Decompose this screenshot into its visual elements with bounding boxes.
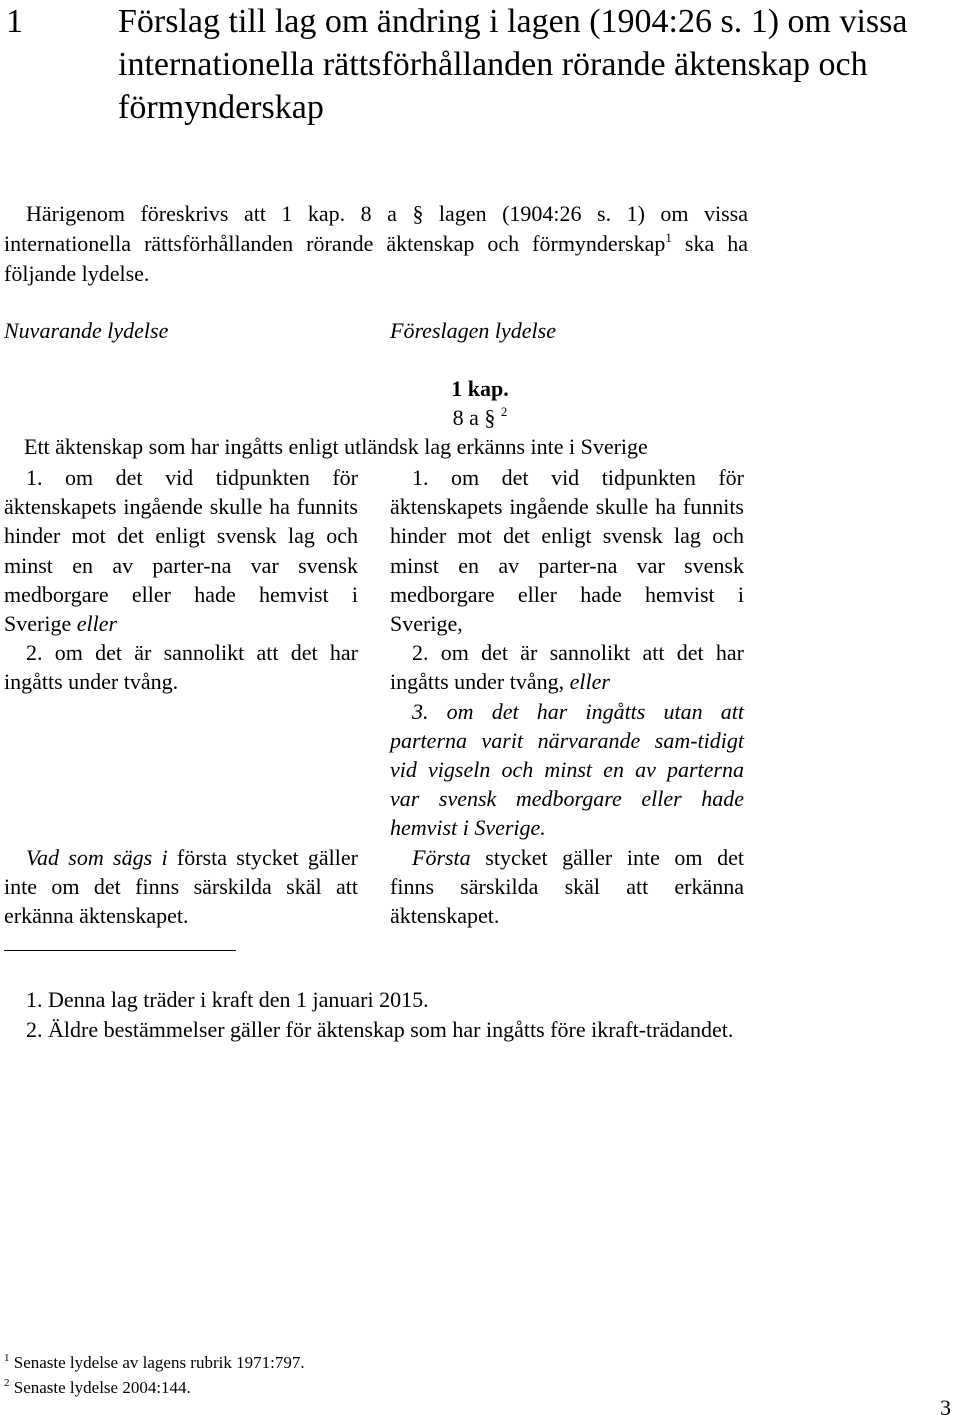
current-item-2: 2. om det är sannolikt att det har ingåtts under tvång. bbox=[4, 640, 358, 695]
transitional-provisions bbox=[4, 985, 748, 1045]
footnotes bbox=[4, 1350, 704, 1400]
current-item-1-italic: eller bbox=[76, 611, 118, 637]
section-label: 8 a bbox=[452, 405, 485, 430]
current-paragraph-2: Vad som sägs i första stycket gäller inte om det finns särskilda skäl att erkänna äktenskapet. bbox=[4, 844, 358, 929]
transitional-item-2: 2. Äldre bestämmelser gäller för äktenskap som har ingåtts före ikraft-trädandet. bbox=[26, 1017, 734, 1042]
proposed-paragraph-2-italic: Första bbox=[412, 844, 471, 870]
proposed-wording-label: Föreslagen lydelse bbox=[390, 318, 556, 343]
intro-tail: ska ha följande lydelse. bbox=[4, 231, 749, 286]
chapter-heading: 1 kap. bbox=[451, 376, 509, 401]
proposed-item-1: 1. om det vid tidpunkten för äktenskapets ingående skulle ha funnits hinder mot det enligt svensk lag och minst en av parter-na var svensk medborgare eller hade hemvist i Sverige, bbox=[390, 465, 744, 637]
current-wording-label: Nuvarande lydelse bbox=[4, 318, 169, 343]
footnote-ref-2: 2 bbox=[500, 404, 508, 419]
section-heading bbox=[0, 403, 960, 433]
page-title: Förslag till lag om ändring i lagen (1904:26 s. 1) om vissa internationella rättsförhållanden rörande äktenskap och förmynderskap bbox=[118, 3, 908, 126]
intro-text: Härigenom föreskrivs att 1 kap. 8 a § lagen (1904:26 s. 1) om vissa internationella rättsförhållanden rörande äktenskap och förmynderskap bbox=[4, 201, 748, 256]
proposed-item-2-italic: eller bbox=[569, 669, 610, 695]
proposed-paragraph-2: Första stycket gäller inte om det finns särskilda skäl att erkänna äktenskapet. bbox=[390, 844, 744, 929]
page-number: 3 bbox=[940, 1395, 951, 1420]
transitional-item-1: 1. Denna lag träder i kraft den 1 januari 2015. bbox=[26, 987, 429, 1012]
separator-rule bbox=[4, 950, 236, 951]
proposed-item-2: 2. om det är sannolikt att det har ingåtts under tvång, eller bbox=[390, 640, 744, 695]
footnote-2: $^2$ Senaste lydelse 2004:144. bbox=[4, 1377, 191, 1397]
proposed-wording-column bbox=[390, 463, 744, 930]
proposed-item-3: 3. om det har ingåtts utan att parterna varit närvarande sam-tidigt vid vigseln och minst en av parterna var svensk medborgare eller hade hemvist i Sverige. bbox=[390, 698, 744, 841]
current-wording-column bbox=[4, 463, 358, 930]
intro-paragraph bbox=[4, 199, 748, 289]
current-paragraph-2-italic: Vad som sägs i bbox=[26, 844, 168, 870]
section-title: Ett äktenskap som har ingåtts enligt utländsk lag erkänns inte i Sverige bbox=[24, 434, 648, 459]
current-item-1: 1. om det vid tidpunkten för äktenskapets ingående skulle ha funnits hinder mot det enligt svensk lag och minst en av parter-na var svensk medborgare eller hade hemvist i Sverige eller bbox=[4, 465, 358, 637]
footnote-1: $^1$ Senaste lydelse av lagens rubrik 1971:797. bbox=[4, 1352, 305, 1372]
section-symbol: § bbox=[484, 405, 496, 430]
heading-number: 1 bbox=[6, 3, 23, 40]
footnote-ref-1: 1 bbox=[665, 230, 672, 245]
